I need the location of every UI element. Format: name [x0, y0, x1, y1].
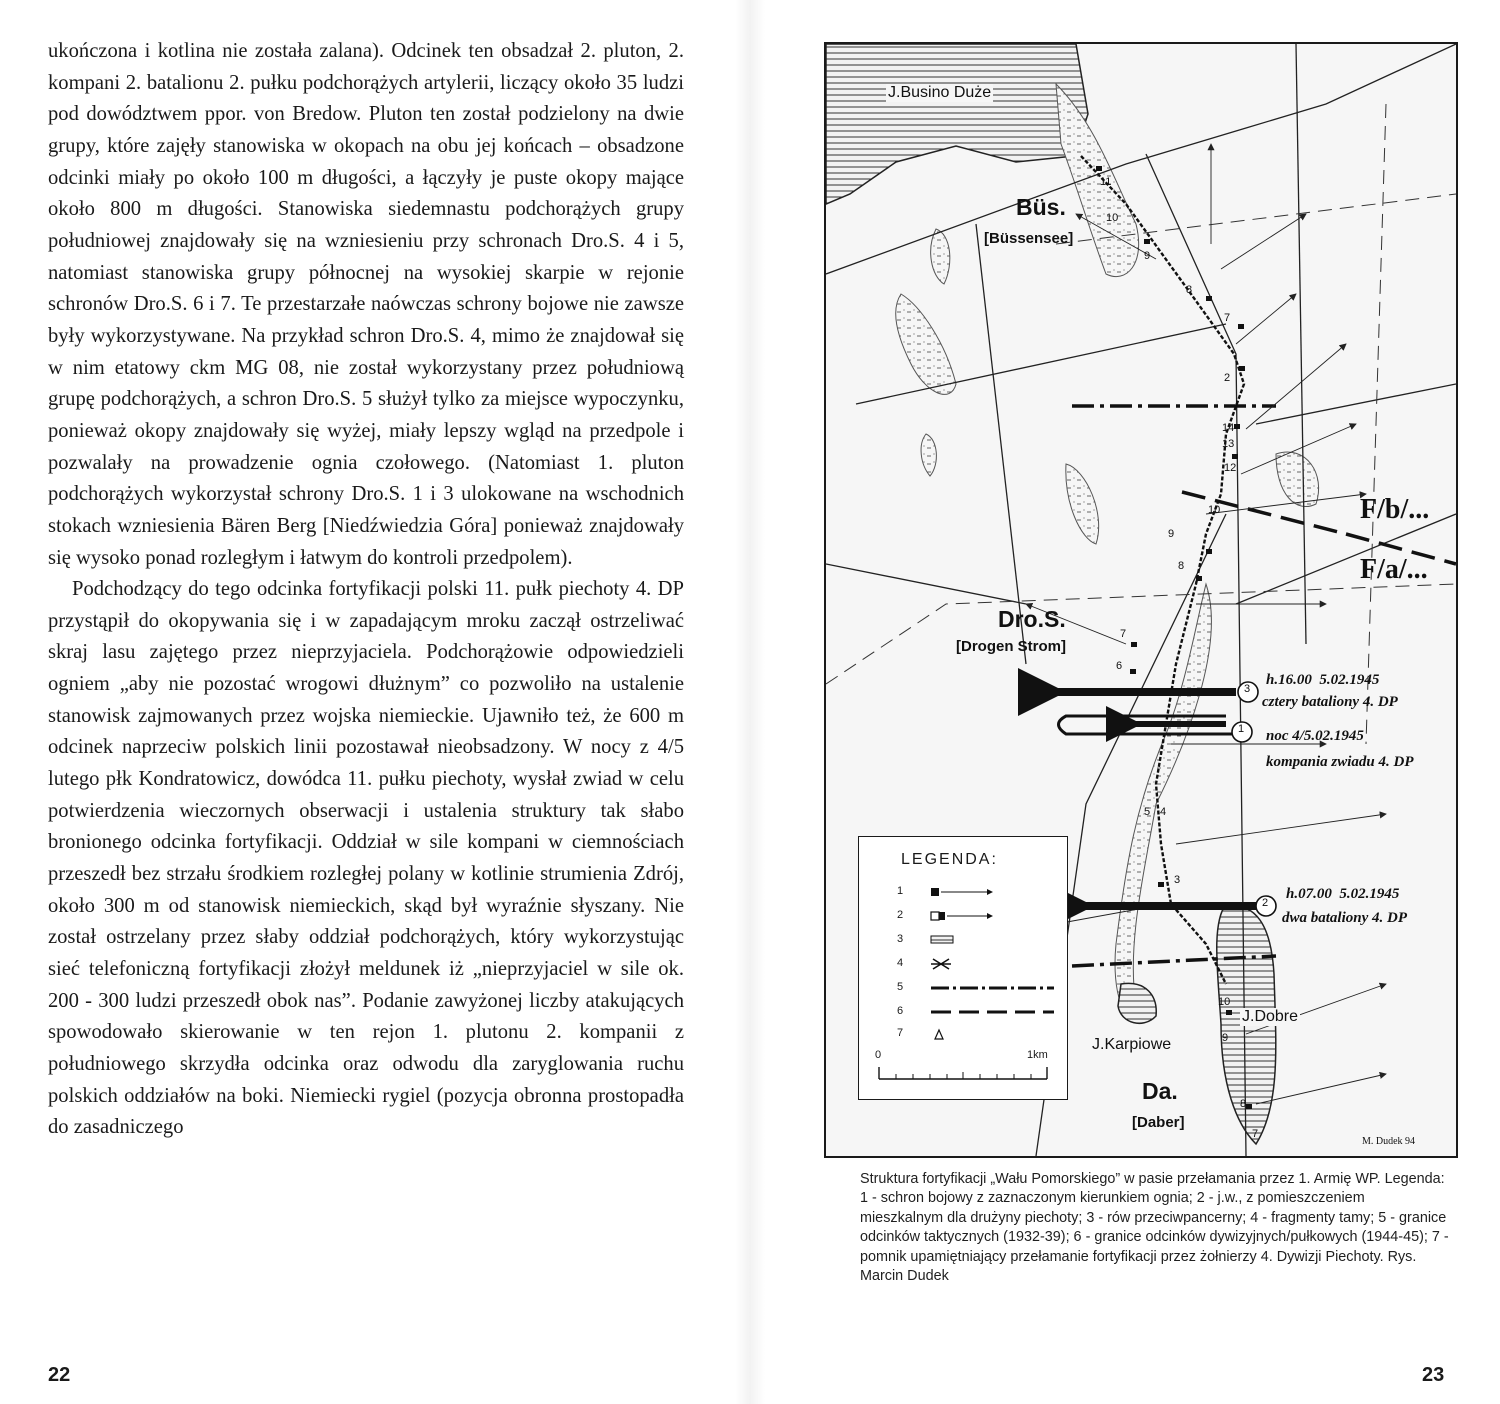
fortification-map — [824, 42, 1458, 1158]
page-number-right: 23 — [1422, 1364, 1445, 1386]
boundary-division-fb — [1182, 492, 1346, 534]
paragraph-1: ukończona i kotlina nie została zalana). Odcinek ten obsadzał 2. pluton, 2. kompani 2. batalionu 2. pułku podchorążych artylerii, liczący około 35 ludzi pod dowództwem ppor. von Bredow. Pluton ten został podzielony na dwie grupy, które zajęły stanowiska w okopach na obu jej końcach – obsadzone odcinki miały po około 100 m długości, a łączyły je puste okopy mające około 800 m długości. Stanowiska siedemnastu podchorążych grupy południowej znajdowały się na wzniesieniu przy schronach Dro.S. 4 i 5, natomiast stanowiska grupy północnej na wysokiej skarpie w rejonie schronów Dro.S. 6 i 7. Te przestarzałe naówczas schrony bojowe nie zawsze były wykorzystywane. Na przykład schron Dro.S. 4, mimo że znajdował się w nim etatowy ckm MG 08, nie został wykorzystany przez południową grupę podchorążych, a schron Dro.S. 5 służył tylko za miejsce wypoczynku, ponieważ okopy znajdowały się wyżej, miały lepszy wgląd na przedpole i pozwalały na prowadzenie ognia czołowego. (Natomiast 1. pluton podchorążych wykorzystał schrony Dro.S. 1 i 3 ulokowane na wschodnich stokach wzniesienia Bären Berg [Niedźwiedzia Góra] ponieważ znajdowały się wysoko ponad rozległym i łatwym do kontroli przedpolem). — [48, 40, 684, 569]
bunker-label: 4 — [1160, 806, 1167, 818]
bunker-label: 9 — [1222, 1032, 1229, 1044]
legend-title: LEGENDA: — [901, 851, 998, 868]
bunker-label: 8 — [1240, 1098, 1247, 1110]
bunker-label: 13 — [1222, 438, 1235, 450]
bunker-label: 3 — [1174, 874, 1181, 886]
legend-item-4 — [859, 955, 1067, 975]
boundary-thin — [826, 584, 1456, 684]
monument-icon — [929, 1025, 999, 1043]
body-text — [48, 36, 684, 1144]
scale-zero-label: 0 — [875, 1049, 882, 1061]
sector-fa-label: F/a/... — [1360, 554, 1428, 585]
dam-fragment-icon — [929, 955, 999, 973]
attack-3-number: 3 — [1244, 683, 1251, 695]
map-legend — [858, 836, 1068, 1100]
bunker-label: 10 — [1106, 212, 1119, 224]
town-da-full-label: [Daber] — [1132, 1114, 1185, 1131]
scale-bar — [875, 1065, 1051, 1085]
marsh-west — [896, 294, 956, 394]
marsh-corridor — [1115, 584, 1211, 1012]
division-boundary-icon — [929, 1003, 1059, 1021]
sector-fb-label: F/b/... — [1360, 494, 1430, 525]
attack-1-time: noc 4/5.02.1945 — [1266, 728, 1364, 744]
legend-number: 1 — [897, 885, 904, 897]
page-number-left: 22 — [48, 1364, 71, 1386]
bunker-label: 11 — [1100, 176, 1112, 188]
legend-item-1 — [859, 883, 1067, 903]
legend-item-5 — [859, 979, 1067, 999]
bunker-label: 2 — [1224, 372, 1231, 384]
bunker-fire-icon — [929, 883, 999, 901]
attack-2-time: h.07.00 5.02.1945 — [1286, 886, 1400, 902]
bunker-quarters-icon — [929, 907, 999, 925]
tactical-boundary-icon — [929, 979, 1059, 997]
lake-karpiowe — [1118, 983, 1156, 1023]
marsh-west-3 — [921, 434, 936, 476]
legend-number: 7 — [897, 1027, 904, 1039]
fortification-line — [1081, 156, 1244, 984]
town-dros-full-label: [Drogen Strom] — [956, 638, 1066, 655]
scale-km-label: 1km — [1027, 1049, 1048, 1061]
figure-caption: Struktura fortyfikacji „Wału Pomorskiego” w pasie przełamania przez 1. Armię WP. Legenda: 1 - schron bojowy z zaznaczonym kierunkiem ognia; 2 - j.w., z pomieszczeniem mieszkalnym dla drużyny piechoty; 3 - rów przeciwpancerny; 4 - fragmenty tamy; 5 - granice odcinków taktycznych (1932-39); 6 - granice odcinków dywizyjnych/pułkowych (1944-45); 7 - pomnik upamiętniający przełamanie fortyfikacji przez żołnierzy 4. Dywizji Piechoty. Rys. Marcin Dudek — [860, 1171, 1449, 1285]
legend-number: 3 — [897, 933, 904, 945]
town-da-label: Da. — [1142, 1078, 1178, 1104]
legend-number: 4 — [897, 957, 904, 969]
bunker-label: 14 — [1222, 422, 1235, 434]
legend-number: 2 — [897, 909, 904, 921]
bunker-label: 9 — [1144, 250, 1151, 262]
attack-1-number: 1 — [1238, 723, 1245, 735]
bunker-label: 12 — [1224, 462, 1237, 474]
bunker-label: 10 — [1218, 996, 1231, 1008]
lake-busino — [826, 44, 1088, 204]
legend-number: 5 — [897, 981, 904, 993]
attack-1-desc: kompania zwiadu 4. DP — [1266, 754, 1414, 770]
bunker-label: 9 — [1168, 528, 1175, 540]
bunker-label: 7 — [1252, 1128, 1259, 1140]
boundary-thin-3 — [1366, 104, 1386, 744]
attack-3-time: h.16.00 5.02.1945 — [1266, 672, 1380, 688]
bunker-label: 6 — [1116, 660, 1123, 672]
attack-2-number: 2 — [1262, 897, 1269, 909]
marsh-north — [1056, 84, 1139, 277]
attack-3-desc: cztery bataliony 4. DP — [1262, 694, 1398, 710]
lake-karpiowe-label: J.Karpiowe — [1092, 1036, 1172, 1053]
attack-2-desc: dwa bataliony 4. DP — [1282, 910, 1408, 926]
lake-busino-label: J.Busino Duże — [888, 84, 992, 101]
bunker-label: 8 — [1178, 560, 1185, 572]
antitank-ditch-icon — [929, 931, 999, 949]
marsh-east — [1276, 452, 1319, 507]
bunker-label: 10 — [1208, 504, 1221, 516]
left-page — [0, 0, 740, 1404]
legend-number: 6 — [897, 1005, 904, 1017]
marsh-central — [1066, 464, 1099, 544]
lake-dobre-label: J.Dobre — [1242, 1008, 1299, 1025]
legend-item-2 — [859, 907, 1067, 927]
legend-item-7 — [859, 1025, 1067, 1045]
paragraph-2: Podchodzący do tego odcinka fortyfikacji polski 11. pułk piechoty 4. DP przystąpił do okopywania się i w zapadającym mroku zaczął ostrzeliwać skraj lasu zajętego przez nieprzyjaciela. Podchorążowie odpowiedzieli ogniem „aby nie pozostać wrogowi dłużnym” co pozwoliło na ustalenie stanowisk zajmowanych przez wojska niemieckie. Ujawniło też, że 600 m odcinek naprzeciw polskich linii pozostawał nieobsadzony. W nocy z 4/5 lutego płk Kondratowicz, dowódca 11. pułku piechoty, wysłał zwiad w celu potwierdzenia wieczornych obserwacji i ustalenia struktury tak słabo bronionego odcinka fortyfikacji. Oddział w sile kompani w ciemnościach przeszedł bez strzału środkiem rozległej polany w kotlinie strumienia Zdrój, około 300 m od stanowisk niemieckich, skąd był wyraźnie słyszany. Nie został ostrzelany przez słaby oddział podchorążych, który wykorzystując sieć telefoniczną fortyfikacji złożył meldunek iż „nieprzyjaciel w sile ok. 200 - 300 ludzi przeszedł obok nas”. Podanie zawyżonej liczby atakujących spowodowało skierowanie w ten rejon 1. plutonu 2. kompanii z południowego skrzydła odcinka oraz odwodu dla zaryglowania ruchu polskich oddziałów na boki. Niemiecki rygiel (pozycja obronna prostopadła do zasadniczego — [48, 578, 684, 1139]
bunker-label: 7 — [1120, 628, 1127, 640]
legend-item-6 — [859, 1003, 1067, 1023]
town-bus-label: Büs. — [1016, 194, 1066, 220]
town-dros-label: Dro.S. — [998, 606, 1066, 632]
bunker-label: 8 — [1186, 284, 1193, 296]
right-page — [760, 0, 1500, 1404]
attack-arrow-3 — [1058, 682, 1258, 702]
bunker-label: 5 — [1144, 806, 1151, 818]
legend-item-3 — [859, 931, 1067, 951]
town-bus-full-label: [Büssensee] — [984, 230, 1074, 247]
attack-arrow-1 — [1059, 716, 1253, 742]
bunker-label: 7 — [1224, 312, 1231, 324]
map-signature: M. Dudek 94 — [1362, 1136, 1416, 1147]
marsh-west-2 — [931, 229, 950, 284]
